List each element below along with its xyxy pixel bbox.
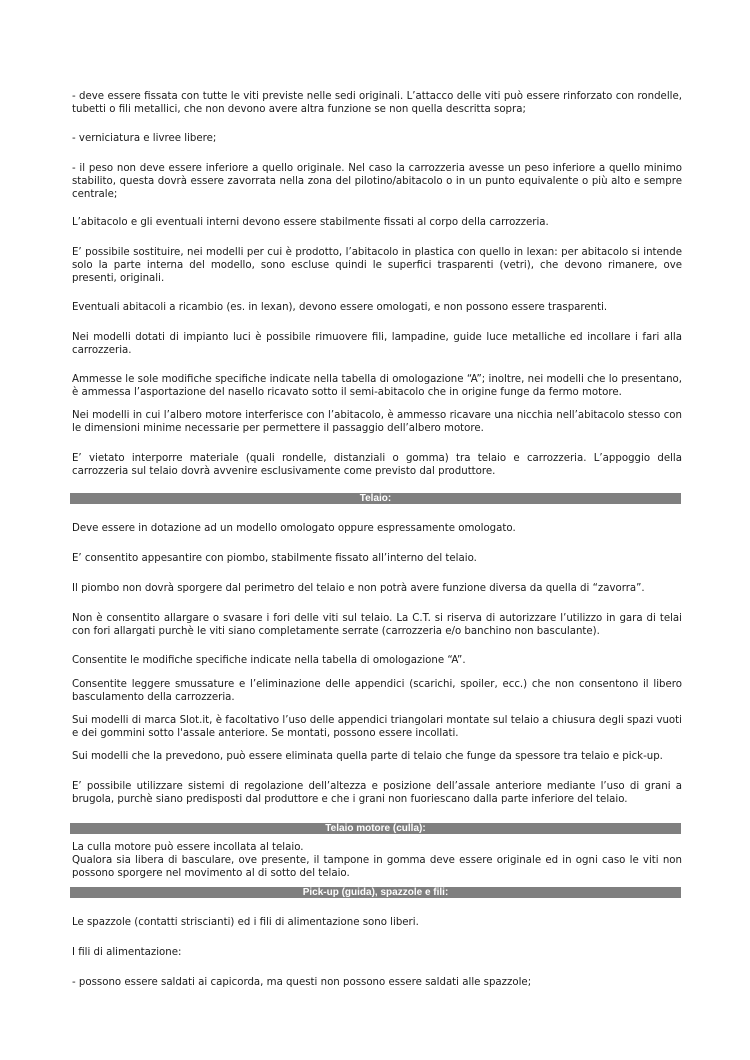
paragraph-wires-title: I fili di alimentazione:	[72, 947, 182, 958]
paragraph-motor-pod-rubber: Qualora sia libera di basculare, ove presente, il tampone in gomma deve essere originale ed in ogni caso le viti non possono sporgere nel movimento al di sotto del telaio.	[72, 855, 682, 879]
paragraph-chassis-mods: Consentite le modifiche specifiche indicate nella tabella di omologazione “A”.	[72, 655, 466, 666]
paragraph-chassis-homologated: Deve essere in dotazione ad un modello omologato oppure espressamente omologato.	[72, 523, 516, 534]
paragraph-motor-shaft: Nei modelli in cui l’albero motore interferisce con l’abitacolo, è ammesso ricavare una nicchia nell’abitacolo stesso con le dimensioni minime necessarie per permettere il passaggio dell’albero motore.	[72, 410, 682, 434]
paragraph-height-adjust: E’ possibile utilizzare sistemi di regolazione dell’altezza e posizione dell’assale anteriore mediante l’uso di grani a brugola, purchè siano predisposti dal produttore e che i grani non fuoriescano dalla parte inferiore del telaio.	[72, 781, 682, 805]
paragraph-motor-pod-glue: La culla motore può essere incollata al telaio.	[72, 842, 304, 853]
paragraph-lights: Nei modelli dotati di impianto luci è possibile rimuovere fili, lampadine, guide luce metalliche ed incollare i fari alla carrozzeria.	[72, 332, 682, 356]
section-header-telaio-motore: Telaio motore (culla):	[70, 823, 681, 834]
section-header-pickup: Pick-up (guida), spazzole e fili:	[70, 887, 681, 898]
paragraph-cockpit-fixed: L’abitacolo e gli eventuali interni devono essere stabilmente fissati al corpo della carrozzeria.	[72, 217, 549, 228]
paragraph-wires-solder: - possono essere saldati ai capicorda, ma questi non possono essere saldati alle spazzole;	[72, 977, 532, 988]
paragraph-slotit-appendices: Sui modelli di marca Slot.it, è facoltativo l’uso delle appendici triangolari montate sul telaio a chiusura degli spazi vuoti e dei gommini sotto l'assale anteriore. Se montati, possono essere incollati.	[72, 715, 682, 739]
paragraph-fixing-screws: - deve essere fissata con tutte le viti previste nelle sedi originali. L’attacco delle viti può essere rinforzato con rondelle, tubetti o fili metallici, che non devono avere altra funzione se non quella descritta sopra;	[72, 91, 682, 115]
paragraph-homologation-mods: Ammesse le sole modifiche specifiche indicate nella tabella di omologazione “A”; inoltre, nei modelli che lo presentano, è ammessa l’asportazione del nasello ricavato sotto il semi-abitacolo che in origine funge da fermo motore.	[72, 374, 682, 398]
paragraph-weight: - il peso non deve essere inferiore a quello originale. Nel caso la carrozzeria avesse un peso inferiore a quello minimo stabilito, questa dovrà essere zavorrata nella zona del pilotino/abitacolo o in un punto equivalente o più alto e sempre centrale;	[72, 163, 682, 200]
paragraph-lead-perimeter: Il piombo non dovrà sporgere dal perimetro del telaio e non potrà avere funzione diversa da quella di “zavorra”.	[72, 583, 645, 594]
paragraph-spacer-removal: Sui modelli che la prevedono, può essere eliminata quella parte di telaio che funge da spessore tra telaio e pick-up.	[72, 751, 663, 762]
paragraph-paint-livery: - verniciatura e livree libere;	[72, 133, 217, 144]
paragraph-lead-weight: E’ consentito appesantire con piombo, stabilmente fissato all’interno del telaio.	[72, 553, 477, 564]
paragraph-screw-holes: Non è consentito allargare o svasare i fori delle viti sul telaio. La C.T. si riserva di autorizzare l’utilizzo in gara di telai con fori allargati purchè le viti siano completamente serrate (carrozzeria e/o banchino non basculante).	[72, 613, 682, 637]
paragraph-lexan-cockpit: E’ possibile sostituire, nei modelli per cui è prodotto, l’abitacolo in plastica con quello in lexan: per abitacolo si intende solo la parte interna del modello, sono escluse quindi le superfici trasparenti (vetri), che devono rimanere, ove presenti, originali.	[72, 247, 682, 284]
paragraph-brushes-free: Le spazzole (contatti striscianti) ed i fili di alimentazione sono liberi.	[72, 917, 419, 928]
paragraph-chamfering: Consentite leggere smussature e l’eliminazione delle appendici (scarichi, spoiler, ecc.) che non consentono il libero basculamento della carrozzeria.	[72, 679, 682, 703]
paragraph-spare-cockpit: Eventuali abitacoli a ricambio (es. in lexan), devono essere omologati, e non possono essere trasparenti.	[72, 302, 608, 313]
section-header-telaio: Telaio:	[70, 493, 681, 504]
paragraph-no-spacers: E’ vietato interporre materiale (quali rondelle, distanziali o gomma) tra telaio e carrozzeria. L’appoggio della carrozzeria sul telaio dovrà avvenire esclusivamente come previsto dal produttore.	[72, 453, 682, 477]
